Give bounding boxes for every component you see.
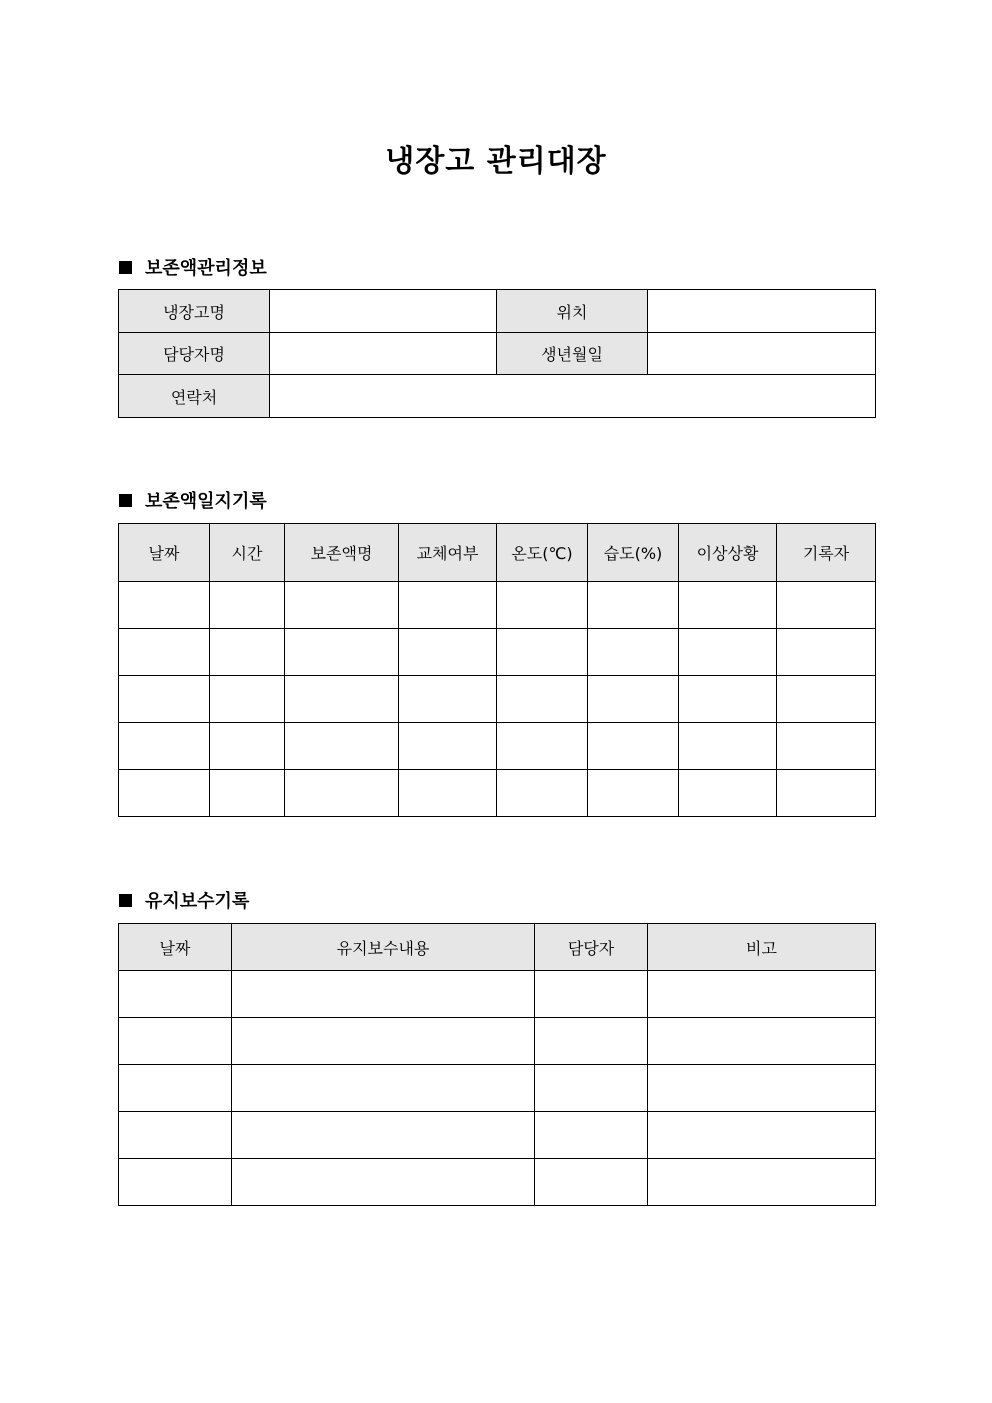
table-cell[interactable] (285, 723, 399, 770)
column-header: 보존액명 (285, 524, 399, 582)
table-cell[interactable] (497, 770, 588, 817)
table-cell[interactable] (232, 1018, 535, 1065)
label-manager: 담당자명 (119, 333, 270, 375)
table-cell[interactable] (399, 676, 497, 723)
table-cell[interactable] (535, 1112, 648, 1159)
table-cell[interactable] (588, 723, 679, 770)
table-cell[interactable] (588, 770, 679, 817)
square-bullet-icon (119, 894, 132, 907)
table-cell[interactable] (777, 676, 876, 723)
input-manager[interactable] (270, 333, 497, 375)
table-cell[interactable] (679, 723, 777, 770)
column-header: 날짜 (119, 924, 232, 971)
table-cell[interactable] (535, 1018, 648, 1065)
table-cell[interactable] (119, 1065, 232, 1112)
table-row (119, 971, 876, 1018)
table-cell[interactable] (119, 971, 232, 1018)
table-cell[interactable] (119, 1112, 232, 1159)
column-header: 온도(℃) (497, 524, 588, 582)
table-cell[interactable] (588, 629, 679, 676)
column-header: 유지보수내용 (232, 924, 535, 971)
input-fridge-name[interactable] (270, 290, 497, 333)
table-cell[interactable] (119, 1018, 232, 1065)
table-cell[interactable] (285, 676, 399, 723)
table-cell[interactable] (119, 676, 210, 723)
table-cell[interactable] (119, 1159, 232, 1206)
input-location[interactable] (648, 290, 876, 333)
table-row (119, 1018, 876, 1065)
table-cell[interactable] (399, 770, 497, 817)
column-header: 시간 (210, 524, 285, 582)
square-bullet-icon (119, 261, 132, 274)
table-cell[interactable] (119, 582, 210, 629)
table-cell[interactable] (119, 629, 210, 676)
table-cell[interactable] (210, 629, 285, 676)
column-header: 교체여부 (399, 524, 497, 582)
table-cell[interactable] (497, 582, 588, 629)
table-cell[interactable] (285, 582, 399, 629)
input-contact[interactable] (270, 375, 876, 418)
table-cell[interactable] (535, 1065, 648, 1112)
label-location: 위치 (497, 290, 648, 333)
table-cell[interactable] (648, 1112, 876, 1159)
table-cell[interactable] (648, 1018, 876, 1065)
section-heading-info (119, 254, 267, 280)
column-header: 기록자 (777, 524, 876, 582)
column-header: 날짜 (119, 524, 210, 582)
table-cell[interactable] (497, 676, 588, 723)
square-bullet-icon (119, 494, 132, 507)
table-cell[interactable] (777, 723, 876, 770)
table-row (119, 582, 876, 629)
info-table (118, 289, 876, 418)
document-title: 냉장고 관리대장 (385, 144, 607, 179)
table-cell[interactable] (497, 629, 588, 676)
table-row (119, 1159, 876, 1206)
table-cell[interactable] (210, 723, 285, 770)
table-cell[interactable] (399, 723, 497, 770)
table-cell[interactable] (777, 582, 876, 629)
input-birthdate[interactable] (648, 333, 876, 375)
table-cell[interactable] (399, 582, 497, 629)
section-heading-text: 보존액관리정보 (145, 258, 267, 279)
table-cell[interactable] (535, 1159, 648, 1206)
table-cell[interactable] (679, 582, 777, 629)
table-cell[interactable] (535, 971, 648, 1018)
table-cell[interactable] (232, 1159, 535, 1206)
column-header: 비고 (648, 924, 876, 971)
table-cell[interactable] (679, 676, 777, 723)
table-row (119, 770, 876, 817)
column-header: 습도(%) (588, 524, 679, 582)
table-cell[interactable] (648, 971, 876, 1018)
table-cell[interactable] (777, 629, 876, 676)
table-cell[interactable] (119, 723, 210, 770)
table-cell[interactable] (648, 1159, 876, 1206)
label-contact: 연락처 (119, 375, 270, 418)
table-cell[interactable] (210, 582, 285, 629)
column-header: 이상상황 (679, 524, 777, 582)
table-row (119, 676, 876, 723)
log-header-row (119, 524, 876, 582)
log-table (118, 523, 876, 817)
table-cell[interactable] (777, 770, 876, 817)
table-cell[interactable] (588, 676, 679, 723)
table-cell[interactable] (210, 676, 285, 723)
table-cell[interactable] (285, 770, 399, 817)
section-heading-text: 유지보수기록 (145, 891, 250, 912)
table-cell[interactable] (679, 770, 777, 817)
table-cell[interactable] (232, 971, 535, 1018)
column-header: 담당자 (535, 924, 648, 971)
table-cell[interactable] (497, 723, 588, 770)
label-fridge-name: 냉장고명 (119, 290, 270, 333)
section-heading-log (119, 487, 267, 513)
section-heading-maintenance (119, 887, 249, 913)
table-row (119, 1112, 876, 1159)
table-cell[interactable] (210, 770, 285, 817)
table-cell[interactable] (588, 582, 679, 629)
table-cell[interactable] (399, 629, 497, 676)
table-cell[interactable] (232, 1112, 535, 1159)
table-row (119, 1065, 876, 1112)
maintenance-header-row (119, 924, 876, 971)
table-cell[interactable] (679, 629, 777, 676)
label-birthdate: 생년월일 (497, 333, 648, 375)
table-row (119, 723, 876, 770)
maintenance-table (118, 923, 876, 1206)
table-row (119, 629, 876, 676)
table-cell[interactable] (232, 1065, 535, 1112)
table-cell[interactable] (285, 629, 399, 676)
section-heading-text: 보존액일지기록 (145, 491, 267, 512)
table-cell[interactable] (119, 770, 210, 817)
table-cell[interactable] (648, 1065, 876, 1112)
